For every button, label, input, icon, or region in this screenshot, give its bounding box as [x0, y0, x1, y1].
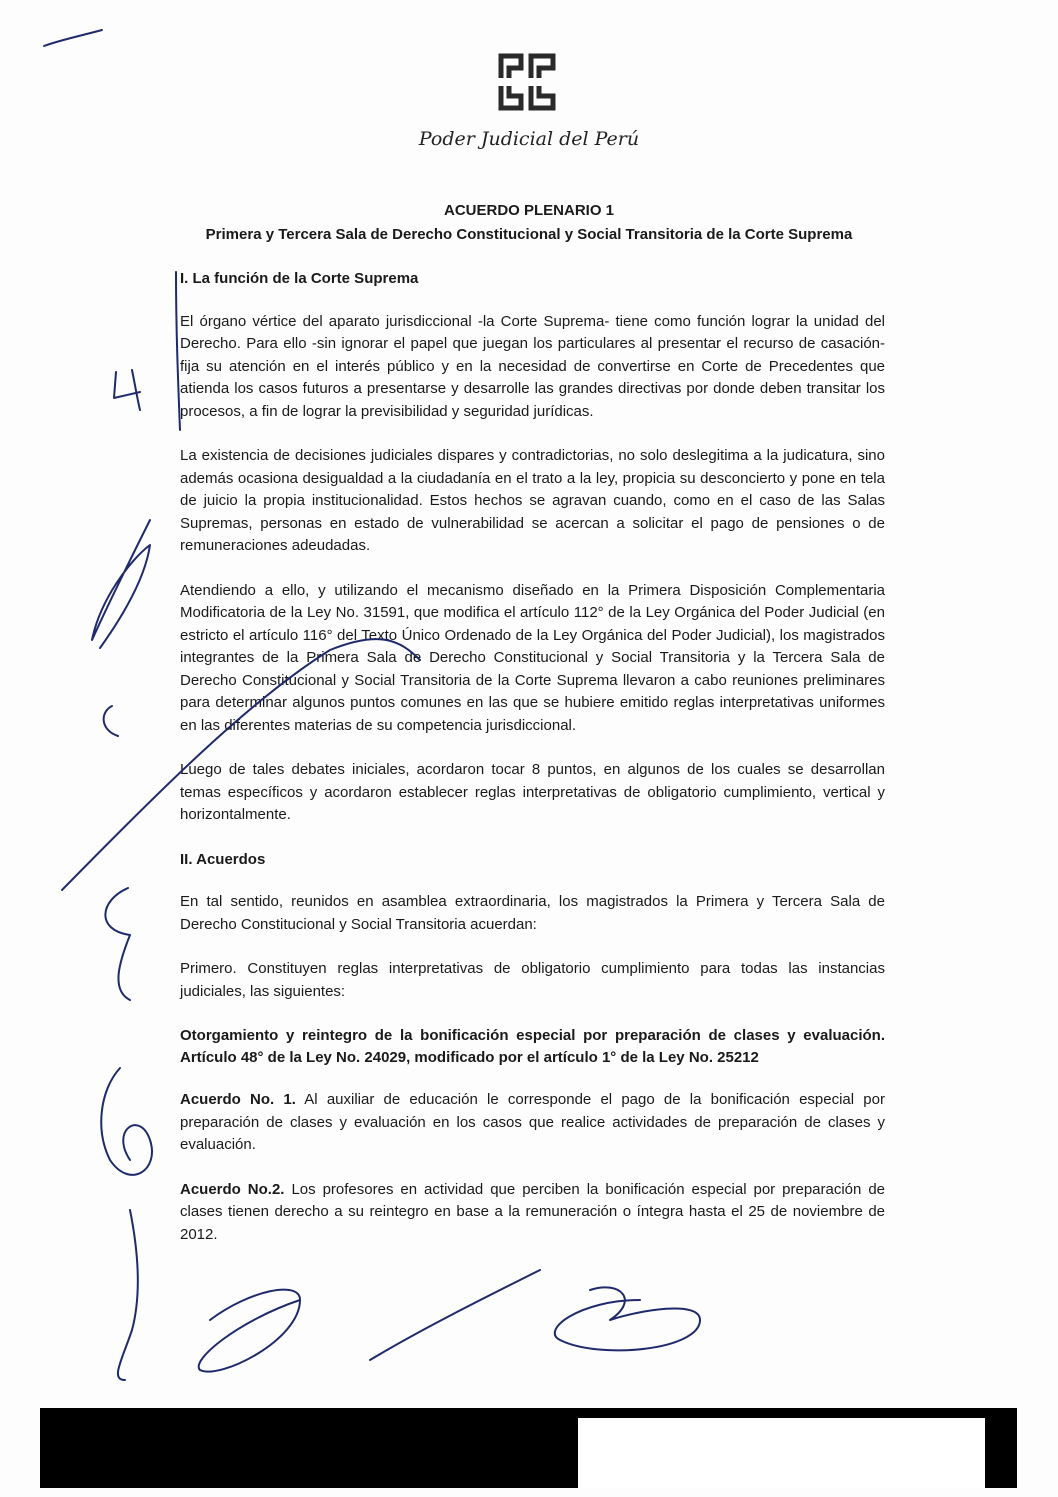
- paragraph: Atendiendo a ello, y utilizando el mecanismo diseñado en la Primera Disposición Complementaria Modificatoria de la Ley No. 31591, que modifica el artículo 112° de la Ley Orgánica del Poder Judicial (en estricto el artículo 116° del Texto Único Ordenado de la Ley Orgánica del Poder Judicial), los magistrados integrantes de la Primera Sala de Derecho Constitucional y Social Transitoria y la Tercera Sala de Derecho Constitucional y Social Transitoria de la Corte Suprema llevaron a cabo reuniones preliminares para determinar algunos puntos comunes en las que se hubiere emitido reglas interpretativas uniformes en las diferentes materias de su competencia jurisdiccional.: [180, 581, 885, 734]
- agreement-label: Acuerdo No. 1.: [180, 1091, 296, 1108]
- paragraph: La existencia de decisiones judiciales dispares y contradictorias, no solo deslegitima a la judicatura, sino además ocasiona desigualdad a la ciudadanía en el trato a la ley, propicia su desconcierto y pone en tela de juicio la propia institucionalidad. Estos hechos se agravan cuando, como en el caso de las Salas Supremas, personas en estado de vulnerabilidad se acercan a solicitar el pago de pensiones o de remuneraciones adeudadas.: [180, 447, 885, 554]
- initial-mark: [105, 888, 130, 1000]
- document-title: ACUERDO PLENARIO 1: [443, 202, 615, 219]
- section-heading-1: I. La función de la Corte Suprema: [180, 270, 419, 287]
- initial-mark: [114, 370, 140, 410]
- signature: [555, 1287, 700, 1350]
- initial-mark: [118, 1210, 138, 1380]
- section-heading-2: II. Acuerdos: [180, 850, 266, 868]
- judiciary-logo-icon: [497, 52, 561, 112]
- initial-mark: [101, 1068, 152, 1175]
- document-subtitle: Primera y Tercera Sala de Derecho Constitucional y Social Transitoria de la Corte Suprema: [205, 226, 853, 243]
- agreement-text: Los profesores en actividad que perciben la bonificación especial por preparación de clases tienen derecho a su reintegro en base a la remuneración o íntegra hasta el 25 de noviembre de 2012.: [180, 1180, 886, 1243]
- footer-blank-area: [578, 1418, 985, 1488]
- paragraph: En tal sentido, reunidos en asamblea extraordinaria, los magistrados la Primera y Tercera Sala de Derecho Constitucional y Social Transitoria acuerdan:: [180, 893, 885, 933]
- topic-heading: Otorgamiento y reintegro de la bonificación especial por preparación de clases y evaluación. Artículo 48° de la Ley No. 24029, modificado por el artículo 1° de la Ley No. 25212: [180, 1027, 885, 1066]
- agreement-item: [180, 1179, 885, 1247]
- initial-mark: [92, 520, 150, 648]
- pen-stroke-mark: [44, 30, 102, 46]
- agreement-item: [180, 1089, 885, 1157]
- paragraph: Luego de tales debates iniciales, acordaron tocar 8 puntos, en algunos de los cuales se desarrollan temas específicos y acordaron establecer reglas interpretativas de obligatorio cumplimiento, vertical y horizontalmente.: [180, 761, 885, 823]
- agreement-text: Al auxiliar de educación le corresponde el pago de la bonificación especial por preparación de clases y evaluación en los casos que realice actividades de preparación de clases y evaluación.: [180, 1091, 885, 1153]
- paragraph: El órgano vértice del aparato jurisdiccional -la Corte Suprema- tiene como función lograr la unidad del Derecho. Para ello -sin ignorar el papel que juegan los particulares al presentar el recurso de casación- fija su atención en el interés público y en la necesidad de convertirse en Corte de Precedentes que atienda los casos futuros a presentarse y desarrolle las grandes directivas por donde deben transitar los procesos, a fin de lograr la previsibilidad y seguridad jurídicas.: [180, 312, 885, 420]
- signature: [370, 1270, 540, 1360]
- document-body: [180, 268, 885, 1268]
- institution-name: Poder Judicial del Perú: [418, 128, 640, 150]
- initial-mark: [104, 706, 118, 736]
- paragraph: Primero. Constituyen reglas interpretativas de obligatorio cumplimiento para todas las instancias judiciales, las siguientes:: [180, 960, 885, 1000]
- signature: [199, 1290, 300, 1372]
- agreement-label: Acuerdo No.2.: [180, 1180, 285, 1198]
